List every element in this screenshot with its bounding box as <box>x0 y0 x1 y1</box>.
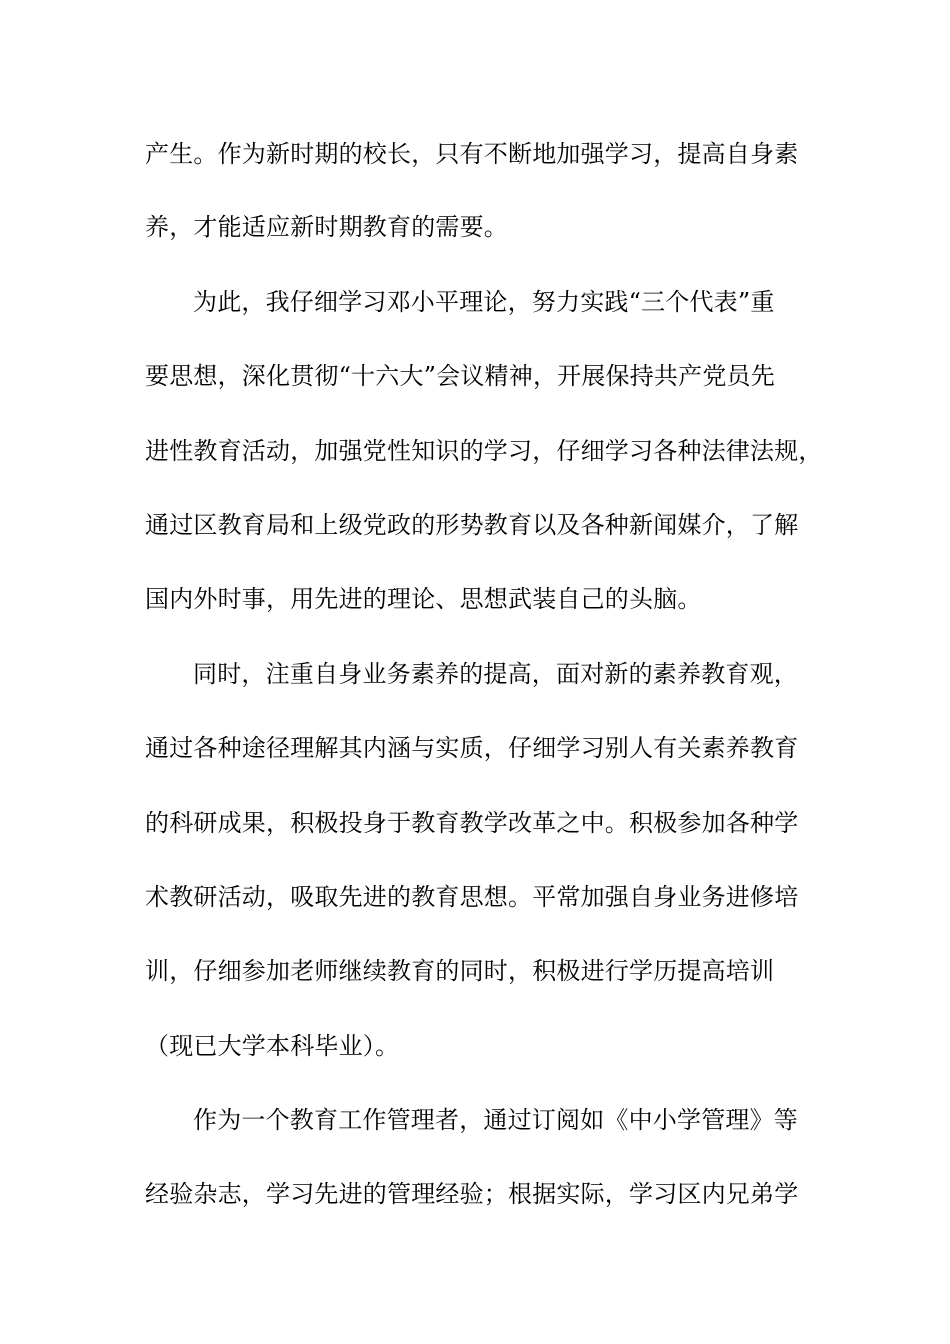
text-line: 训，仔细参加老师继续教育的同时，积极进行学历提高培训 <box>145 957 775 985</box>
text-line: （现已大学本科毕业）。 <box>145 1032 400 1060</box>
text-line: 产生。作为新时期的校长，只有不断地加强学习，提高自身素 <box>145 140 799 168</box>
text-line: 术教研活动，吸取先进的教育思想。平常加强自身业务进修培 <box>145 883 799 911</box>
text-line: 要思想，深化贯彻“十六大”会议精神，开展保持共产党员先 <box>145 362 775 390</box>
text-line: 通过区教育局和上级党政的形势教育以及各种新闻媒介，了解 <box>145 511 799 539</box>
paragraph-start-line: 为此，我仔细学习邓小平理论，努力实践“三个代表”重 <box>193 288 775 316</box>
text-line: 通过各种途径理解其内涵与实质，仔细学习别人有关素养教育 <box>145 734 799 762</box>
paragraph-start-line: 同时，注重自身业务素养的提高，面对新的素养教育观， <box>193 660 798 688</box>
text-line: 进性教育活动，加强党性知识的学习，仔细学习各种法律法规， <box>145 437 823 465</box>
text-line: 的科研成果，积极投身于教育教学改革之中。积极参加各种学 <box>145 809 799 837</box>
text-line: 经验杂志，学习先进的管理经验；根据实际，学习区内兄弟学 <box>145 1180 799 1208</box>
paragraph-start-line: 作为一个教育工作管理者，通过订阅如《中小学管理》等 <box>193 1106 798 1134</box>
text-line: 养，才能适应新时期教育的需要。 <box>145 213 508 241</box>
text-line: 国内外时事，用先进的理论、思想武装自己的头脑。 <box>145 585 702 613</box>
